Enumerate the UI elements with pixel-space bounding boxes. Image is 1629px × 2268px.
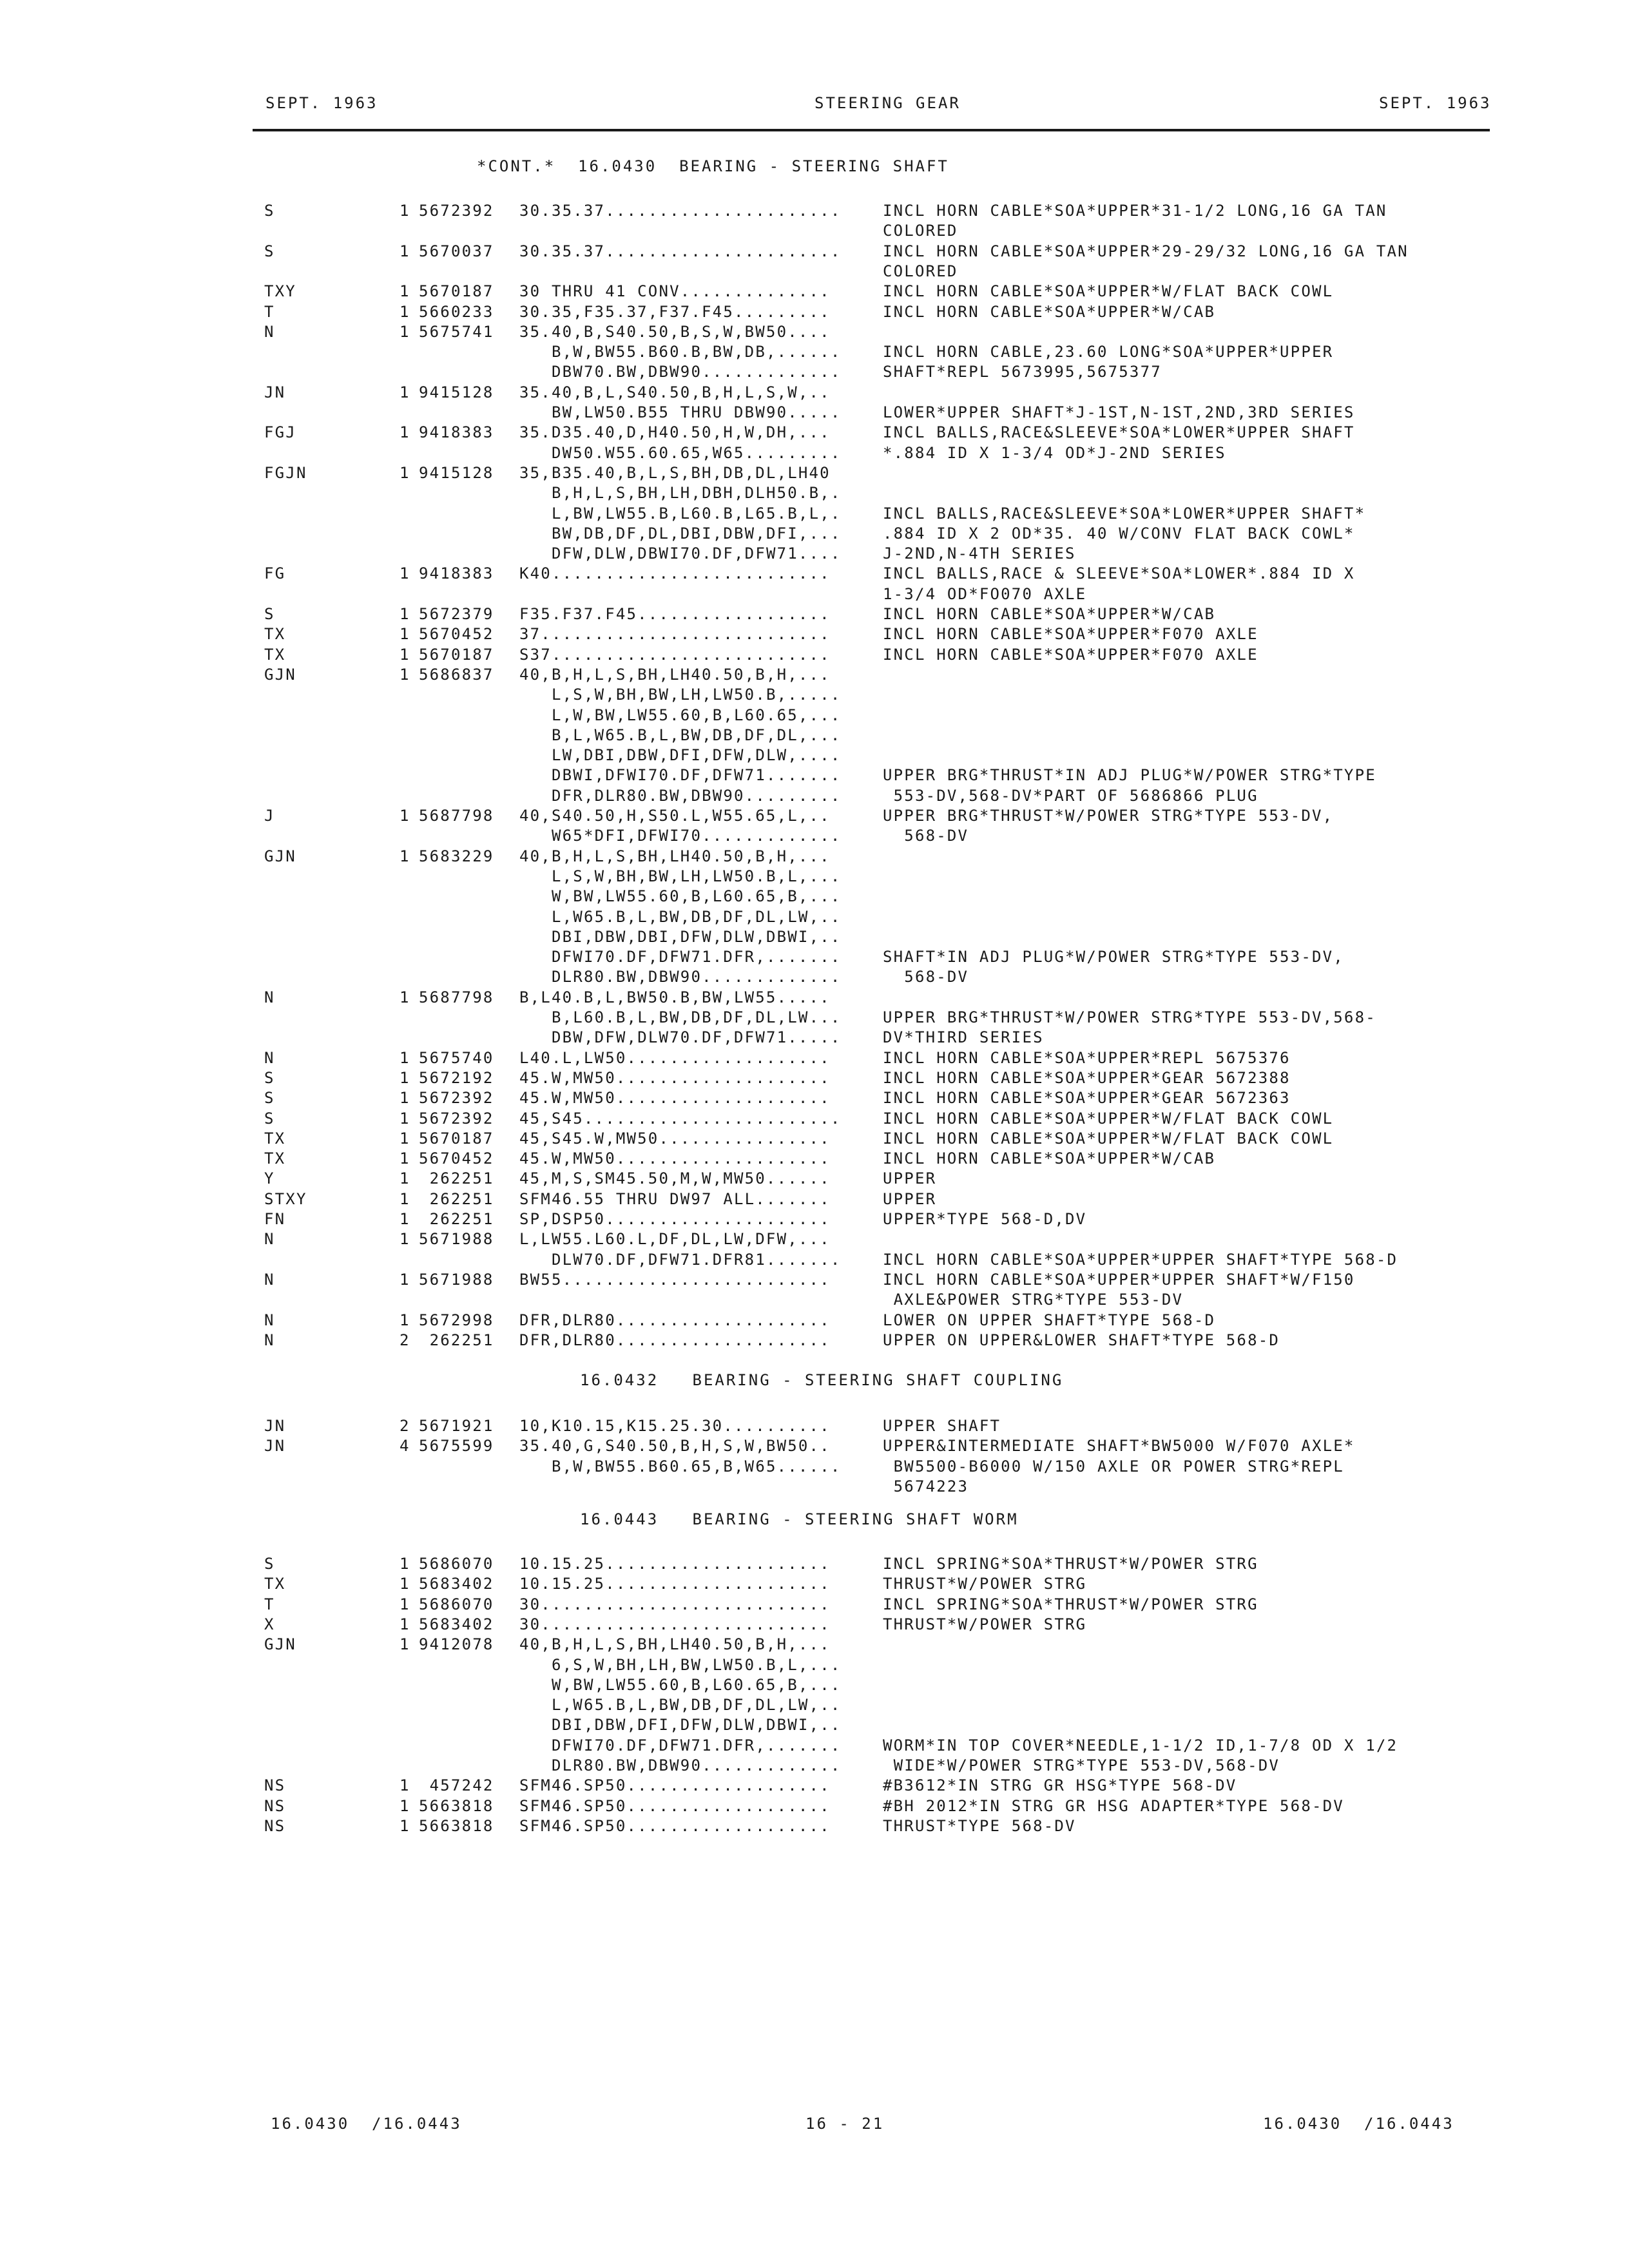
row-qty: 1 [400,423,410,442]
row-part: 5670187 [419,1129,494,1148]
row-code: N [264,1311,275,1329]
row-code: S [264,605,275,623]
row-part: 5670187 [419,645,494,664]
row-part: 5670037 [419,242,494,260]
row-code: S [264,1555,275,1573]
row-desc: INCL BALLS,RACE & SLEEVE*SOA*LOWER*.884 ID X [883,564,1355,583]
row-desc: .884 ID X 2 OD*35. 40 W/CONV FLAT BACK COWL* [883,524,1355,543]
row-part: 5671988 [419,1230,494,1249]
row-code: S [264,202,275,220]
row-part: 9418383 [419,423,494,442]
footer-section-range-right: 16.0430 /16.0443 [1263,2115,1454,2133]
row-app: 35.40,B,S40.50,B,S,W,BW50.... [519,322,831,341]
row-app: 40,B,H,L,S,BH,LH40.50,B,H,... [519,665,831,684]
row-code: N [264,1230,275,1249]
row-code: NS [264,1796,286,1815]
row-part: 5686070 [419,1555,494,1573]
row-app: 30........................... [519,1615,831,1633]
row-code: GJN [264,847,296,865]
row-code: N [264,1048,275,1067]
row-desc: INCL HORN CABLE*SOA*UPPER*GEAR 5672388 [883,1068,1291,1087]
row-qty: 1 [400,202,410,220]
row-desc: UPPER*TYPE 568-D,DV [883,1210,1087,1228]
header-date-right: SEPT. 1963 [1379,94,1492,112]
row-desc: INCL HORN CABLE*SOA*UPPER*W/CAB [883,1149,1216,1168]
row-app: DFR,DLR80.................... [519,1311,831,1329]
row-code: TX [264,1575,286,1593]
row-code: S [264,242,275,260]
row-qty: 1 [400,1109,410,1128]
row-app: SFM46.55 THRU DW97 ALL....... [519,1189,831,1208]
row-desc: 1-3/4 OD*FO070 AXLE [883,584,1087,603]
row-app: DW50.W55.60.65,W65......... [552,443,842,462]
row-desc: WORM*IN TOP COVER*NEEDLE,1-1/2 ID,1-7/8 OD X 1/2 [883,1736,1398,1754]
row-qty: 1 [400,302,410,321]
row-desc: UPPER [883,1189,937,1208]
row-code: Y [264,1169,275,1188]
row-app: 35,B35.40,B,L,S,BH,DB,DL,LH40 [519,463,831,482]
row-part: 5686837 [419,665,494,684]
row-qty: 1 [400,1555,410,1573]
row-code: NS [264,1816,286,1835]
row-desc: DV*THIRD SERIES [883,1028,1044,1047]
row-desc: COLORED [883,222,958,240]
row-part: 5670452 [419,625,494,644]
row-qty: 1 [400,1068,410,1087]
row-app: DFR,DLR80.BW,DBW90......... [552,786,842,805]
row-app: 30........................... [519,1595,831,1613]
row-desc: INCL HORN CABLE*SOA*UPPER*31-1/2 LONG,16 GA TAN [883,202,1387,220]
row-code: GJN [264,665,296,684]
row-desc: INCL SPRING*SOA*THRUST*W/POWER STRG [883,1555,1258,1573]
row-desc: LOWER*UPPER SHAFT*J-1ST,N-1ST,2ND,3RD SERIES [883,403,1355,421]
row-app: 10,K10.15,K15.25.30.......... [519,1417,831,1435]
row-part: 5687798 [419,807,494,825]
row-qty: 1 [400,1210,410,1228]
row-qty: 1 [400,1796,410,1815]
row-code: GJN [264,1635,296,1654]
row-app: DBW,DFW,DLW70.DF,DFW71..... [552,1028,842,1047]
row-qty: 1 [400,1149,410,1168]
row-qty: 1 [400,1048,410,1067]
row-desc: AXLE&POWER STRG*TYPE 553-DV [883,1291,1184,1309]
row-qty: 1 [400,988,410,1006]
row-qty: 1 [400,847,410,865]
row-app: F35.F37.F45.................. [519,605,831,623]
row-code: JN [264,1417,286,1435]
row-app: W,BW,LW55.60,B,L60.65,B,... [552,1675,842,1694]
row-part: 5672392 [419,1089,494,1108]
row-app: 45.W,MW50.................... [519,1089,831,1108]
row-app: 45,S45........................ [519,1109,842,1128]
row-app: DLW70.DF,DFW71.DFR81....... [552,1250,842,1269]
row-app: S37.......................... [519,645,831,664]
row-app: L,S,W,BH,BW,LH,LW50.B,L,... [552,867,842,885]
row-code: S [264,1089,275,1108]
row-desc: INCL HORN CABLE*SOA*UPPER*W/CAB [883,302,1216,321]
row-part: 5683402 [419,1575,494,1593]
row-code: TX [264,645,286,664]
header-date-left: SEPT. 1963 [265,94,378,112]
row-qty: 1 [400,322,410,341]
row-app: 35.D35.40,D,H40.50,H,W,DH,... [519,423,831,442]
row-part: 5670187 [419,282,494,301]
row-desc: INCL HORN CABLE*SOA*UPPER*UPPER SHAFT*W/F150 [883,1270,1355,1289]
row-app: B,W,BW55.B60.65,B,W65...... [552,1457,842,1475]
row-app: L,W,BW,LW55.60,B,L60.65,... [552,706,842,724]
row-desc: INCL BALLS,RACE&SLEEVE*SOA*LOWER*UPPER SHAFT [883,423,1355,442]
row-desc: UPPER BRG*THRUST*W/POWER STRG*TYPE 553-DV,568- [883,1008,1376,1026]
row-part: 9415128 [419,463,494,482]
row-desc: INCL HORN CABLE*SOA*UPPER*W/FLAT BACK COWL [883,282,1334,301]
row-desc: INCL HORN CABLE*SOA*UPPER*W/FLAT BACK COWL [883,1129,1334,1148]
row-desc: J-2ND,N-4TH SERIES [883,544,1076,563]
row-code: JN [264,1437,286,1456]
row-desc: UPPER [883,1169,937,1188]
row-app: LW,DBI,DBW,DFI,DFW,DLW,.... [552,746,842,765]
row-app: BW55......................... [519,1270,831,1289]
row-qty: 1 [400,1129,410,1148]
row-code: FGJN [264,463,307,482]
row-part: 9412078 [419,1635,494,1654]
row-code: TX [264,625,286,644]
row-code: N [264,1270,275,1289]
row-desc: UPPER SHAFT [883,1417,1001,1435]
section-heading-16-0430: *CONT.* 16.0430 BEARING - STEERING SHAFT [477,157,949,175]
row-app: SFM46.SP50................... [519,1816,831,1835]
row-qty: 1 [400,1615,410,1633]
section-heading-16-0443: 16.0443 BEARING - STEERING SHAFT WORM [580,1510,1019,1528]
row-app: L,W65.B,L,BW,DB,DF,DL,LW,.. [552,907,842,926]
row-app: BW,LW50.B55 THRU DBW90..... [552,403,842,421]
row-qty: 1 [400,242,410,260]
row-qty: 1 [400,1270,410,1289]
row-part: 262251 [429,1189,494,1208]
row-app: 37........................... [519,625,831,644]
row-app: 10.15.25..................... [519,1555,831,1573]
row-part: 5672192 [419,1068,494,1087]
row-part: 9415128 [419,383,494,401]
row-app: 30.35.37...................... [519,242,842,260]
row-app: 30.35,F35.37,F37.F45......... [519,302,831,321]
row-desc: UPPER BRG*THRUST*IN ADJ PLUG*W/POWER STRG*TYPE [883,766,1376,785]
row-app: L40.L,LW50................... [519,1048,831,1067]
row-part: 5660233 [419,302,494,321]
row-app: DLR80.BW,DBW90............. [552,968,842,986]
row-desc: UPPER&INTERMEDIATE SHAFT*BW5000 W/F070 AXLE* [883,1437,1355,1456]
row-code: TX [264,1149,286,1168]
row-part: 5672392 [419,1109,494,1128]
footer-section-range-left: 16.0430 /16.0443 [271,2115,462,2133]
row-desc: INCL HORN CABLE*SOA*UPPER*W/FLAT BACK COWL [883,1109,1334,1128]
row-app: DFW,DLW,DBWI70.DF,DFW71.... [552,544,842,563]
row-part: 5675599 [419,1437,494,1456]
row-desc: THRUST*W/POWER STRG [883,1575,1087,1593]
row-qty: 1 [400,1816,410,1835]
row-qty: 1 [400,1595,410,1613]
row-qty: 1 [400,1635,410,1654]
row-desc: COLORED [883,262,958,280]
row-desc: INCL HORN CABLE*SOA*UPPER*GEAR 5672363 [883,1089,1291,1108]
row-code: T [264,302,275,321]
row-code: N [264,1331,275,1349]
row-desc: UPPER BRG*THRUST*W/POWER STRG*TYPE 553-DV, [883,807,1334,825]
row-qty: 1 [400,605,410,623]
row-app: SFM46.SP50................... [519,1776,831,1795]
row-app: 10.15.25..................... [519,1575,831,1593]
row-qty: 1 [400,564,410,583]
row-desc: *.884 ID X 1-3/4 OD*J-2ND SERIES [883,443,1226,462]
row-part: 5671988 [419,1270,494,1289]
row-qty: 4 [400,1437,410,1456]
row-app: 45,M,S,SM45.50,M,W,MW50...... [519,1169,831,1188]
row-code: FGJ [264,423,296,442]
row-part: 5675740 [419,1048,494,1067]
row-code: S [264,1109,275,1128]
row-desc: INCL HORN CABLE*SOA*UPPER*UPPER SHAFT*TYPE 568-D [883,1250,1398,1269]
row-qty: 1 [400,1189,410,1208]
row-app: SP,DSP50..................... [519,1210,831,1228]
row-desc: INCL SPRING*SOA*THRUST*W/POWER STRG [883,1595,1258,1613]
row-part: 5672392 [419,202,494,220]
row-app: 30.35.37...................... [519,202,842,220]
row-app: DBI,DBW,DFI,DFW,DLW,DBWI,.. [552,1716,842,1735]
row-desc: INCL HORN CABLE*SOA*UPPER*W/CAB [883,605,1216,623]
row-qty: 1 [400,625,410,644]
row-qty: 1 [400,1230,410,1249]
row-desc: BW5500-B6000 W/150 AXLE OR POWER STRG*REPL [883,1457,1344,1475]
row-part: 5670452 [419,1149,494,1168]
footer-page-number: 16 - 21 [805,2115,885,2133]
row-part: 262251 [429,1331,494,1349]
row-app: W65*DFI,DFWI70............. [552,827,842,845]
row-app: 45.W,MW50.................... [519,1149,831,1168]
row-qty: 1 [400,383,410,401]
row-desc: INCL BALLS,RACE&SLEEVE*SOA*LOWER*UPPER SHAFT* [883,504,1366,523]
row-app: 30 THRU 41 CONV.............. [519,282,831,301]
row-qty: 1 [400,665,410,684]
row-app: 45.W,MW50.................... [519,1068,831,1087]
row-app: 6,S,W,BH,LH,BW,LW50.B,L,... [552,1655,842,1674]
row-desc: INCL HORN CABLE,23.60 LONG*SOA*UPPER*UPPER [883,343,1334,361]
row-desc: THRUST*W/POWER STRG [883,1615,1087,1633]
row-app: 40,B,H,L,S,BH,LH40.50,B,H,... [519,847,831,865]
row-app: DBI,DBW,DBI,DFW,DLW,DBWI,.. [552,927,842,946]
row-code: N [264,322,275,341]
row-qty: 1 [400,807,410,825]
row-app: W,BW,LW55.60,B,L60.65,B,... [552,887,842,906]
row-desc: 5674223 [883,1477,969,1495]
row-code: J [264,807,275,825]
row-desc: THRUST*TYPE 568-DV [883,1816,1076,1835]
row-part: 262251 [429,1169,494,1188]
row-qty: 2 [400,1417,410,1435]
row-part: 5675741 [419,322,494,341]
row-part: 262251 [429,1210,494,1228]
row-code: TXY [264,282,296,301]
row-qty: 1 [400,645,410,664]
row-app: 35.40,G,S40.50,B,H,S,W,BW50.. [519,1437,831,1456]
row-part: 5663818 [419,1816,494,1835]
row-app: 40,S40.50,H,S50.L,W55.65,L,.. [519,807,831,825]
row-part: 5663818 [419,1796,494,1815]
row-part: 5687798 [419,988,494,1006]
row-app: B,W,BW55.B60.B,BW,DB,...... [552,343,842,361]
row-part: 5672998 [419,1311,494,1329]
row-code: S [264,1068,275,1087]
section-heading-16-0432: 16.0432 BEARING - STEERING SHAFT COUPLING [580,1371,1064,1389]
row-desc: LOWER ON UPPER SHAFT*TYPE 568-D [883,1311,1216,1329]
row-app: SFM46.SP50................... [519,1796,831,1815]
row-desc: INCL HORN CABLE*SOA*UPPER*F070 AXLE [883,625,1258,644]
row-code: FG [264,564,286,583]
row-code: X [264,1615,275,1633]
row-app: DBWI,DFWI70.DF,DFW71....... [552,766,842,785]
row-code: NS [264,1776,286,1795]
row-app: K40.......................... [519,564,831,583]
row-app: BW,DB,DF,DL,DBI,DBW,DFI,... [552,524,842,543]
row-code: N [264,988,275,1006]
row-part: 5683402 [419,1615,494,1633]
row-qty: 1 [400,1089,410,1108]
row-app: DLR80.BW,DBW90............. [552,1756,842,1774]
row-desc: UPPER ON UPPER&LOWER SHAFT*TYPE 568-D [883,1331,1280,1349]
row-desc: INCL HORN CABLE*SOA*UPPER*F070 AXLE [883,645,1258,664]
row-code: JN [264,383,286,401]
row-app: L,LW55.L60.L,DF,DL,LW,DFW,... [519,1230,831,1249]
row-code: FN [264,1210,286,1228]
row-desc: 568-DV [883,827,969,845]
row-desc: 553-DV,568-DV*PART OF 5686866 PLUG [883,786,1258,805]
row-desc: SHAFT*IN ADJ PLUG*W/POWER STRG*TYPE 553-DV, [883,948,1344,966]
row-desc: 568-DV [883,968,969,986]
row-app: B,H,L,S,BH,LH,DBH,DLH50.B,. [552,484,842,503]
row-qty: 1 [400,282,410,301]
row-qty: 2 [400,1331,410,1349]
row-qty: 1 [400,1776,410,1795]
row-part: 9418383 [419,564,494,583]
row-code: STXY [264,1189,307,1208]
row-code: TX [264,1129,286,1148]
row-part: 457242 [429,1776,494,1795]
row-app: 40,B,H,L,S,BH,LH40.50,B,H,... [519,1635,831,1654]
header-rule [253,129,1490,131]
row-qty: 1 [400,1169,410,1188]
row-app: L,W65.B,L,BW,DB,DF,DL,LW,.. [552,1696,842,1715]
row-app: DBW70.BW,DBW90............. [552,363,842,381]
row-part: 5671921 [419,1417,494,1435]
row-code: T [264,1595,275,1613]
row-desc: #B3612*IN STRG GR HSG*TYPE 568-DV [883,1776,1237,1795]
row-app: L,BW,LW55.B,L60.B,L65.B,L,. [552,504,842,523]
row-desc: WIDE*W/POWER STRG*TYPE 553-DV,568-DV [883,1756,1280,1774]
row-qty: 1 [400,1575,410,1593]
row-app: B,L40.B,L,BW50.B,BW,LW55..... [519,988,831,1006]
row-desc: INCL HORN CABLE*SOA*UPPER*REPL 5675376 [883,1048,1291,1067]
row-app: DFWI70.DF,DFW71.DFR,....... [552,948,842,966]
row-part: 5672379 [419,605,494,623]
row-desc: INCL HORN CABLE*SOA*UPPER*29-29/32 LONG,16 GA TAN [883,242,1409,260]
row-app: DFR,DLR80.................... [519,1331,831,1349]
row-app: 35.40,B,L,S40.50,B,H,L,S,W,.. [519,383,831,401]
row-app: 45,S45.W,MW50................ [519,1129,831,1148]
row-app: DFWI70.DF,DFW71.DFR,....... [552,1736,842,1754]
row-app: L,S,W,BH,BW,LH,LW50.B,..... [552,686,842,704]
header-title: STEERING GEAR [815,94,961,112]
row-desc: #BH 2012*IN STRG GR HSG ADAPTER*TYPE 568-DV [883,1796,1344,1815]
row-app: B,L60.B,L,BW,DB,DF,DL,LW... [552,1008,842,1026]
row-desc: SHAFT*REPL 5673995,5675377 [883,363,1162,381]
row-part: 5683229 [419,847,494,865]
row-part: 5686070 [419,1595,494,1613]
row-app: B,L,W65.B,L,BW,DB,DF,DL,... [552,726,842,744]
row-qty: 1 [400,463,410,482]
row-qty: 1 [400,1311,410,1329]
